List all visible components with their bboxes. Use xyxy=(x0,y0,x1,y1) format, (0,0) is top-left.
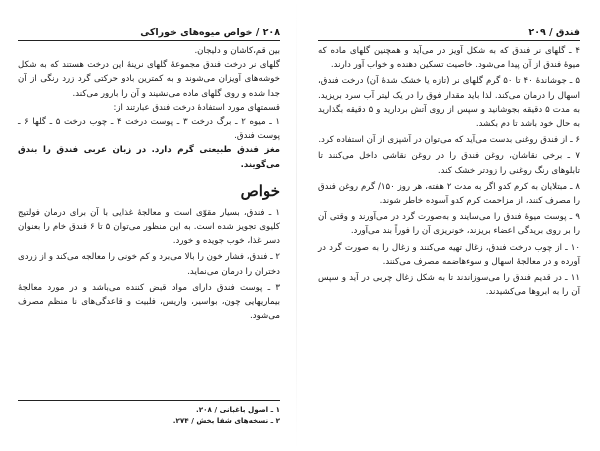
right-paragraph: ۹ ـ پوست میوهٔ فندق را می‌سایند و به‌صورت گرد در می‌آورند و وقتی آن را بر روی بریدگی اعضاء بریزند، خونریزی آن را فوراً بند می‌آورد. xyxy=(318,212,580,237)
right-paragraph: ۶ ـ از فندق روغنی بدست می‌آید که می‌توان در آشپزی از آن استفاده کرد. xyxy=(318,135,580,146)
right-page-header xyxy=(318,22,580,41)
left-paragraph: ۱ ـ میوه ۲ ـ برگ درخت ۳ ـ پوست درخت ۴ ـ چوب درخت ۵ ـ گلها ۶ ـ پوست فندق. xyxy=(18,117,281,142)
section-heading: خواص xyxy=(240,181,280,200)
left-page xyxy=(18,0,280,451)
right-paragraph: ۷ ـ برخی نقاشان، روغن فندق را در روغن نقاشی داخل می‌کنند تا تابلوهای رنگ روغنی را زودتر خشک کند. xyxy=(318,151,580,176)
left-paragraph: مغز فندق طبیعتی گرم دارد. در زبان عربی فندق را بندق می‌گویند. xyxy=(18,145,280,170)
property-item: ۳ ـ پوست فندق دارای مواد قبض کننده می‌باشد و در مورد معالجهٔ بیماریهایی چون، بواسیر، واریس، فلبیت و قاعدگی‌های نا منظم مصرف می‌شود. xyxy=(18,282,280,322)
right-page-header-title: فندق / ۲۰۹ xyxy=(528,27,580,38)
left-page-body xyxy=(18,44,280,323)
right-page-body xyxy=(318,44,580,299)
right-paragraph: ۵ ـ جوشاندهٔ ۴۰ تا ۵۰ گرم گلهای نر (تازه یا خشک شدهٔ آن) درخت فندق، اسهال را درمان می‌کند. لذا باید مقدار فوق را در یک لیتر آب سرد بریزید. به مدت ۵ دقیقه بجوشانید و سپس از روی آتش بردارید و ۵ دقیقه بگذارید به حال خود باشد تا دم بکشد. xyxy=(318,76,580,130)
right-page xyxy=(318,0,580,451)
left-paragraph: بین قم،کاشان و دلیجان. xyxy=(194,46,280,56)
left-paragraph: قسمتهای مورد استفادهٔ درخت فندق عبارتند از: xyxy=(113,102,280,113)
right-paragraph: ۸ ـ مبتلایان به کرم کدو اگر به مدت ۲ هفته، هر روز ۱۵۰/ گرم روغن فندق را مصرف کنند، از مزاحمت کرم کدو آسوده خاطر شوند. xyxy=(318,181,580,207)
right-paragraph: ۱۰ ـ از چوب درخت فندق، زغال تهیه می‌کنند و زغال را به صورت گرد در آورده و در معالجهٔ اسهال و سوءهاضمه مصرف می‌کنند. xyxy=(318,242,580,267)
footnote: ۲ ـ نسخه‌های شفا بخش / ۲۷۴. xyxy=(172,416,280,425)
footnote: ۱ ـ اصول باغبانی / ۲۰۸. xyxy=(196,405,280,414)
right-paragraph: ۱۱ ـ در قدیم فندق را می‌سوزاندند تا به شکل زغال چربی در آید و سپس آن را به ابروها می‌کشیدند. xyxy=(318,273,580,298)
left-page-header xyxy=(18,22,280,41)
footnotes xyxy=(18,400,280,426)
left-page-header-title: ۲۰۸ / خواص میوه‌های خوراکی xyxy=(140,27,280,38)
property-item: ۱ ـ فندق، بسیار مقوّی است و معالجهٔ غذایی با آن برای درمان فولتیج کلیوی تجویز شده است. به این منظور می‌توان ۵ تا ۶ فندق خام را بعنوان دسر غذا، خوب جویده و خورد. xyxy=(18,207,280,247)
right-paragraph: ۴ ـ گلهای نر فندق که به شکل آویز در می‌آید و همچنین گلهای ماده که میوهٔ فندق از آن پیدا می‌شود. خاصیت تسکین دهنده و خواب آور دارند. xyxy=(318,46,580,71)
left-paragraph: گلهای نر درخت فندق مجموعهٔ گلهای نرینهٔ این درخت هستند که به شکل خوشه‌های آویزان می‌شوند و به کمترین بادو حرکتی گرد زرد رنگی از آن جدا شده و روی گلهای ماده می‌نشیند و آن را بارور می‌کند. xyxy=(18,60,280,99)
page-gutter xyxy=(296,0,297,451)
property-item: ۲ ـ فندق، فشار خون را بالا می‌برد و کم خونی را معالجه می‌کند و از زردی دختران را درمان می‌نماید. xyxy=(18,252,280,277)
